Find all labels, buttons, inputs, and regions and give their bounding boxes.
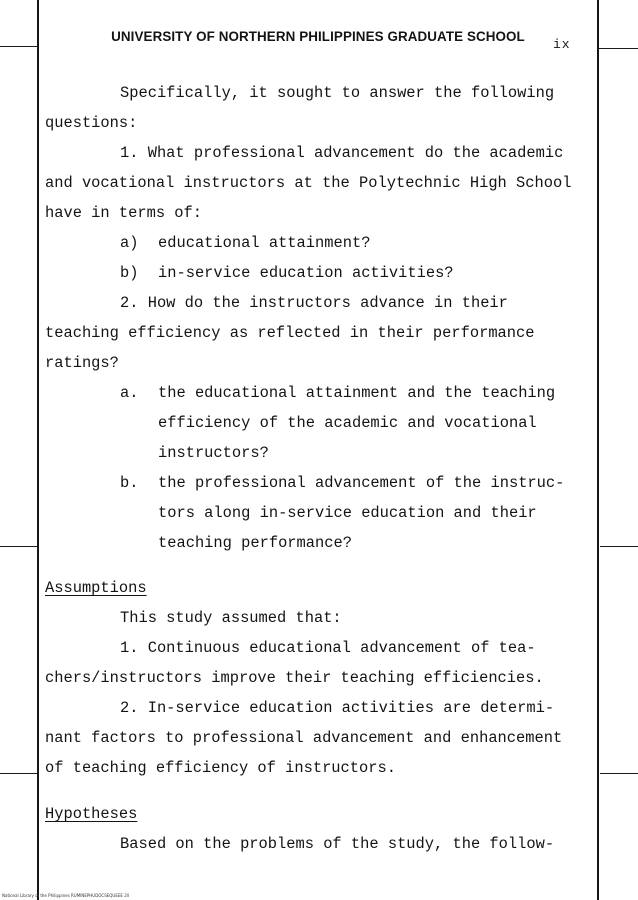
question-2-line-3: ratings?: [45, 354, 119, 372]
question-2a-line-1: the educational attainment and the teaching: [158, 384, 556, 402]
assumption-1-line-2: chers/instructors improve their teaching efficiencies.: [45, 669, 544, 687]
question-1a-text: educational attainment?: [158, 234, 371, 252]
question-2b-line-2: tors along in-service education and their: [158, 504, 537, 522]
header-rule-right: [597, 48, 638, 49]
question-1-line-3: have in terms of:: [45, 204, 203, 222]
question-1-line-1: 1. What professional advancement do the academic: [120, 144, 564, 162]
question-2-line-1: 2. How do the instructors advance in their: [120, 294, 508, 312]
assumption-2-line-3: of teaching efficiency of instructors.: [45, 759, 396, 777]
question-2a-line-2: efficiency of the academic and vocational: [158, 414, 537, 432]
question-1b-text: in-service education activities?: [158, 264, 454, 282]
assumption-2-line-1: 2. In-service education activities are determi-: [120, 699, 555, 717]
page-header: UNIVERSITY OF NORTHERN PHILIPPINES GRADUATE SCHOOL: [111, 29, 525, 44]
hypotheses-heading: Hypotheses: [45, 805, 138, 823]
question-1b-label: b): [120, 264, 139, 282]
mid-tick-left: [0, 546, 38, 547]
left-margin-rule: [37, 0, 39, 900]
mid-tick-right: [600, 546, 638, 547]
question-1-line-2: and vocational instructors at the Polytechnic High School: [45, 174, 572, 192]
assumptions-heading: Assumptions: [45, 579, 147, 597]
question-2b-line-1: the professional advancement of the instruc-: [158, 474, 565, 492]
assumptions-intro: This study assumed that:: [120, 609, 342, 627]
page-number: ix: [553, 37, 571, 52]
lower-tick-left: [0, 773, 38, 774]
question-2-line-2: teaching efficiency as reflected in their performance: [45, 324, 535, 342]
assumption-1-line-1: 1. Continuous educational advancement of tea-: [120, 639, 536, 657]
lower-tick-right: [600, 773, 638, 774]
question-2a-label: a.: [120, 384, 139, 402]
assumption-2-line-2: nant factors to professional advancement and enhancement: [45, 729, 563, 747]
right-margin-rule: [597, 0, 599, 900]
intro-line-1: Specifically, it sought to answer the following: [120, 84, 555, 102]
question-1a-label: a): [120, 234, 139, 252]
question-2b-line-3: teaching performance?: [158, 534, 352, 552]
question-2a-line-3: instructors?: [158, 444, 269, 462]
hypotheses-intro: Based on the problems of the study, the follow-: [120, 835, 555, 853]
intro-line-2: questions:: [45, 114, 138, 132]
header-rule-left: [0, 46, 38, 47]
library-stamp: National Library of the Philippines RUMINEPHUDOCSEQUEEE 2ll: [2, 893, 129, 898]
question-2b-label: b.: [120, 474, 139, 492]
